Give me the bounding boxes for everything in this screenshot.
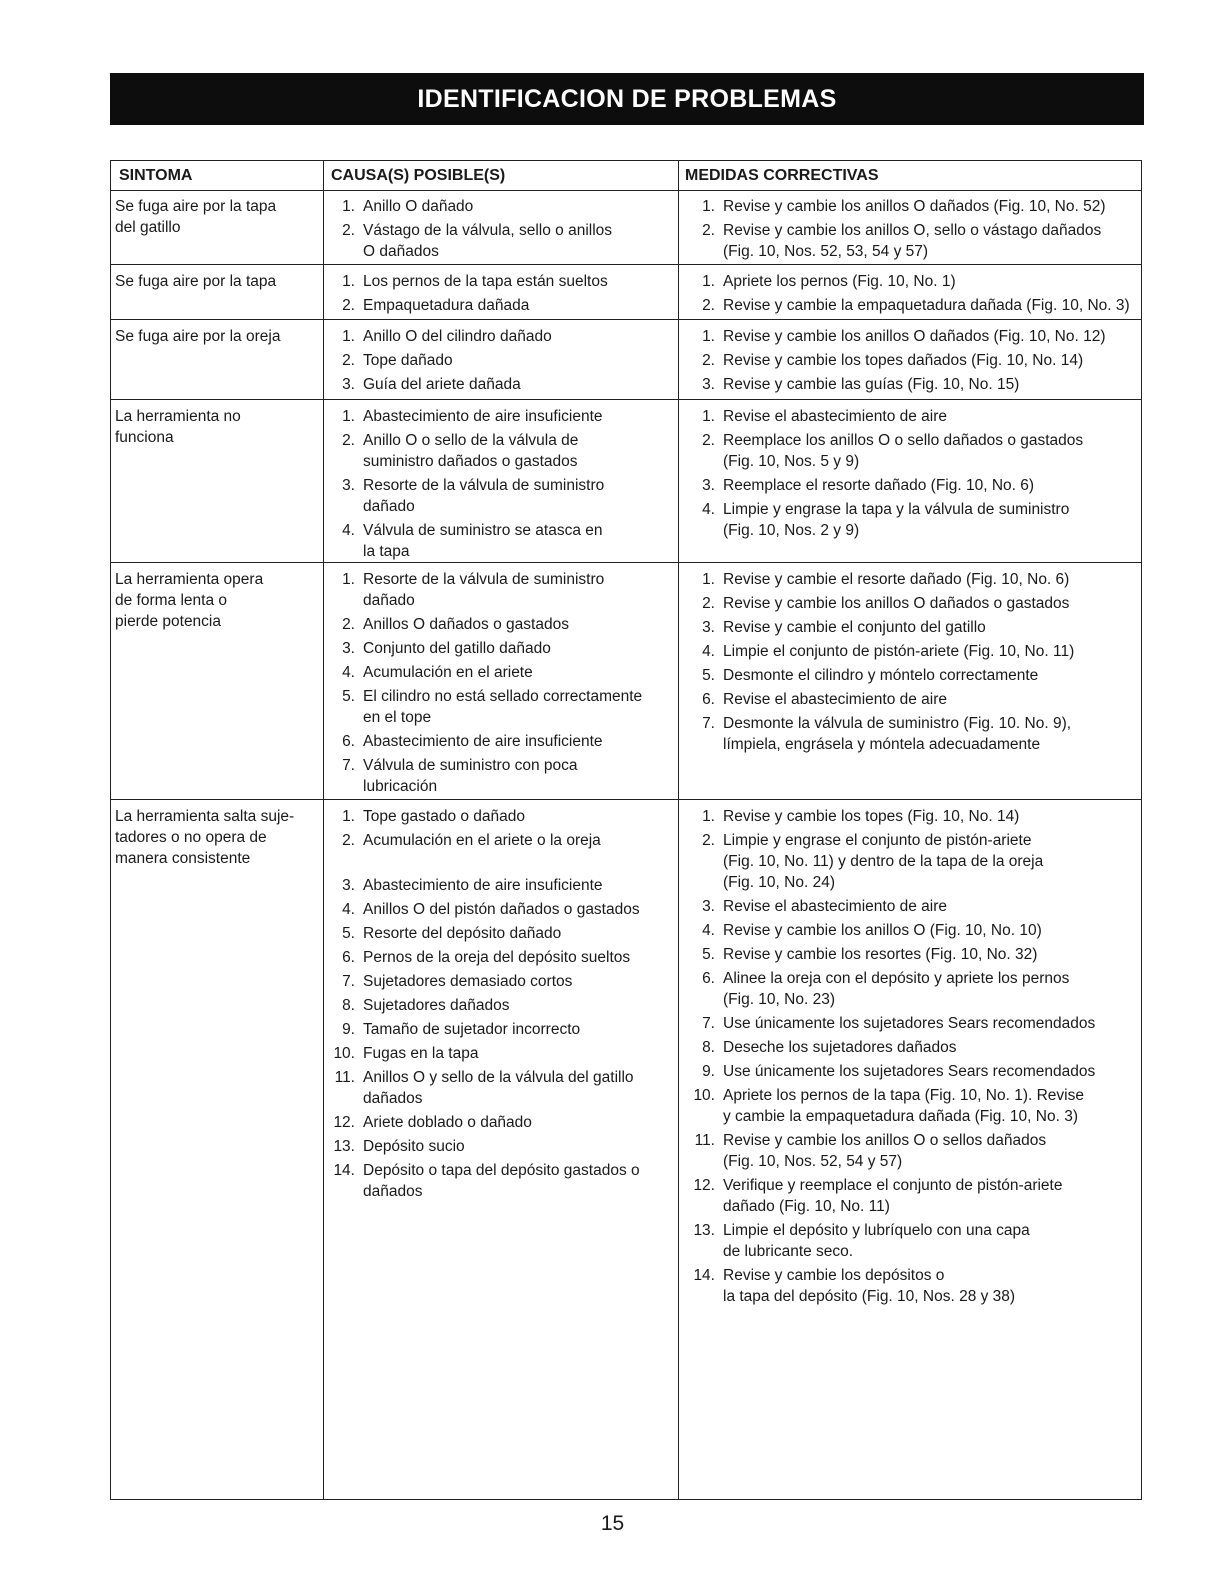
- item-text: Revise y cambie el conjunto del gatillo: [723, 619, 986, 636]
- symptom-text: La herramienta salta suje- tadores o no opera de manera consistente: [115, 808, 295, 867]
- item-text: Abastecimiento de aire insuficiente: [363, 733, 603, 750]
- item-text: Limpie y engrase el conjunto de pistón-ariete (Fig. 10, No. 11) y dentro de la tapa de la oreja (Fig. 10, No. 24): [723, 832, 1044, 891]
- cause-item: [325, 1067, 675, 1109]
- cause-item: [325, 1019, 675, 1040]
- item-number: 2.: [702, 432, 715, 449]
- item-number: 10.: [693, 1087, 715, 1104]
- item-number: 6.: [702, 691, 715, 708]
- cause-list: [325, 326, 675, 398]
- item-text: El cilindro no está sellado correctamente en el tope: [363, 688, 643, 726]
- page-title: IDENTIFICACION DE PROBLEMAS: [417, 84, 837, 113]
- cause-item: [325, 830, 675, 872]
- fix-item: [685, 593, 1145, 614]
- cause-list: [325, 406, 675, 565]
- fix-item: [685, 220, 1145, 262]
- cause-item: [325, 430, 675, 472]
- fix-item: [685, 430, 1145, 472]
- item-text: Fugas en la tapa: [363, 1045, 479, 1062]
- cause-list: [325, 806, 675, 1205]
- item-number: 2.: [342, 432, 355, 449]
- item-text: Anillos O y sello de la válvula del gatillo dañados: [363, 1069, 634, 1107]
- cause-item: [325, 806, 675, 827]
- header-sintoma: SINTOMA: [119, 167, 193, 184]
- item-text: Anillos O dañados o gastados: [363, 616, 569, 633]
- item-text: Depósito sucio: [363, 1138, 465, 1155]
- item-text: Revise y cambie los resortes (Fig. 10, No. 32): [723, 946, 1038, 963]
- item-number: 6.: [342, 949, 355, 966]
- fix-item: [685, 499, 1145, 541]
- fix-item: [685, 896, 1145, 917]
- cause-list: [325, 196, 675, 265]
- item-number: 8.: [342, 997, 355, 1014]
- item-number: 1.: [702, 328, 715, 345]
- cause-item: [325, 638, 675, 659]
- cause-item: [325, 971, 675, 992]
- item-number: 4.: [342, 522, 355, 539]
- fix-item: [685, 295, 1145, 316]
- item-text: Revise el abastecimiento de aire: [723, 691, 948, 708]
- fix-item: [685, 374, 1145, 395]
- symptom-text: Se fuga aire por la tapa: [115, 273, 277, 290]
- item-number: 3.: [702, 898, 715, 915]
- item-text: Anillo O dañado: [363, 198, 474, 215]
- item-text: Revise y cambie los anillos O o sellos dañados (Fig. 10, Nos. 52, 54 y 57): [723, 1132, 1047, 1170]
- fix-item: [685, 1130, 1145, 1172]
- item-number: 1.: [342, 273, 355, 290]
- cause-item: [325, 475, 675, 517]
- item-number: 3.: [342, 477, 355, 494]
- cause-list: [325, 569, 675, 800]
- cause-item: [325, 1160, 675, 1202]
- item-text: Tope dañado: [363, 352, 453, 369]
- cause-item: [325, 995, 675, 1016]
- item-number: 3.: [702, 619, 715, 636]
- item-number: 14.: [333, 1162, 355, 1179]
- item-text: Reemplace los anillos O o sello dañados o gastados (Fig. 10, Nos. 5 y 9): [723, 432, 1084, 470]
- item-number: 5.: [342, 925, 355, 942]
- item-number: 2.: [342, 832, 355, 849]
- symptom-text: Se fuga aire por la tapa del gatillo: [115, 198, 277, 236]
- header-medidas: MEDIDAS CORRECTIVAS: [685, 167, 879, 184]
- fix-item: [685, 968, 1145, 1010]
- fix-item: [685, 271, 1145, 292]
- item-text: Limpie el depósito y lubríquelo con una capa de lubricante seco.: [723, 1222, 1030, 1260]
- item-text: Sujetadores demasiado cortos: [363, 973, 573, 990]
- table-row: [111, 320, 1141, 400]
- fix-item: [685, 406, 1145, 427]
- fix-list: [685, 271, 1145, 319]
- item-text: Revise y cambie la empaquetadura dañada (Fig. 10, No. 3): [723, 297, 1130, 314]
- fix-item: [685, 920, 1145, 941]
- item-text: Use únicamente los sujetadores Sears recomendados: [723, 1063, 1096, 1080]
- item-text: Revise y cambie los anillos O dañados o gastados: [723, 595, 1070, 612]
- cause-item: [325, 923, 675, 944]
- item-text: Sujetadores dañados: [363, 997, 510, 1014]
- item-text: Revise y cambie los topes dañados (Fig. 10, No. 14): [723, 352, 1084, 369]
- item-number: 12.: [333, 1114, 355, 1131]
- item-text: Conjunto del gatillo dañado: [363, 640, 551, 657]
- fix-item: [685, 1013, 1145, 1034]
- item-text: Abastecimiento de aire insuficiente: [363, 877, 603, 894]
- fix-item: [685, 475, 1145, 496]
- cause-list: [325, 271, 675, 319]
- cause-item: [325, 520, 675, 562]
- item-number: 1.: [702, 408, 715, 425]
- item-text: Válvula de suministro se atasca en la tapa: [363, 522, 603, 560]
- item-number: 4.: [342, 664, 355, 681]
- item-text: Guía del ariete dañada: [363, 376, 521, 393]
- fix-item: [685, 665, 1145, 686]
- fix-list: [685, 196, 1145, 265]
- item-text: Revise y cambie los anillos O dañados (Fig. 10, No. 12): [723, 328, 1106, 345]
- fix-list: [685, 406, 1145, 544]
- item-text: Depósito o tapa del depósito gastados o dañados: [363, 1162, 640, 1200]
- table-row: [111, 800, 1141, 1500]
- fix-item: [685, 1175, 1145, 1217]
- item-number: 13.: [333, 1138, 355, 1155]
- fix-item: [685, 1220, 1145, 1262]
- symptom-text: La herramienta opera de forma lenta o pierde potencia: [115, 571, 264, 630]
- item-number: 2.: [342, 352, 355, 369]
- fix-list: [685, 326, 1145, 398]
- cause-item: [325, 662, 675, 683]
- item-number: 1.: [702, 273, 715, 290]
- item-number: 3.: [342, 640, 355, 657]
- item-number: 2.: [342, 616, 355, 633]
- item-text: Use únicamente los sujetadores Sears recomendados: [723, 1015, 1096, 1032]
- item-number: 6.: [702, 970, 715, 987]
- cause-item: [325, 326, 675, 347]
- item-number: 4.: [702, 501, 715, 518]
- item-text: Tope gastado o dañado: [363, 808, 526, 825]
- item-number: 2.: [702, 297, 715, 314]
- item-number: 2.: [342, 222, 355, 239]
- item-number: 5.: [702, 946, 715, 963]
- table-row: [111, 265, 1141, 320]
- item-text: Apriete los pernos de la tapa (Fig. 10, No. 1). Revise y cambie la empaquetadura dañada (Fig. 10, No. 3): [723, 1087, 1084, 1125]
- item-number: 1.: [702, 198, 715, 215]
- item-text: Ariete doblado o dañado: [363, 1114, 532, 1131]
- item-number: 9.: [702, 1063, 715, 1080]
- item-number: 1.: [342, 198, 355, 215]
- item-number: 11.: [334, 1069, 355, 1086]
- item-number: 2.: [702, 832, 715, 849]
- item-number: 8.: [702, 1039, 715, 1056]
- cause-item: [325, 686, 675, 728]
- item-number: 1.: [342, 808, 355, 825]
- fix-item: [685, 944, 1145, 965]
- item-text: Resorte de la válvula de suministro dañado: [363, 571, 605, 609]
- fix-item: [685, 1037, 1145, 1058]
- item-number: 5.: [342, 688, 355, 705]
- item-number: 7.: [342, 757, 355, 774]
- table-row: [111, 563, 1141, 800]
- item-text: Revise y cambie el resorte dañado (Fig. 10, No. 6): [723, 571, 1070, 588]
- item-number: 13.: [693, 1222, 715, 1239]
- item-number: 7.: [702, 1015, 715, 1032]
- cause-item: [325, 220, 675, 262]
- item-number: 7.: [702, 715, 715, 732]
- item-text: Revise el abastecimiento de aire: [723, 898, 948, 915]
- item-text: Anillo O o sello de la válvula de suministro dañados o gastados: [363, 432, 579, 470]
- item-number: 4.: [702, 643, 715, 660]
- troubleshooting-table: [110, 160, 1142, 1500]
- item-number: 2.: [702, 595, 715, 612]
- symptom-text: Se fuga aire por la oreja: [115, 328, 281, 345]
- fix-item: [685, 326, 1145, 347]
- symptom-text: La herramienta no funciona: [115, 408, 241, 446]
- item-text: Revise el abastecimiento de aire: [723, 408, 948, 425]
- table-header: [111, 161, 1141, 191]
- item-number: 2.: [702, 352, 715, 369]
- item-text: Deseche los sujetadores dañados: [723, 1039, 957, 1056]
- table-row: [111, 400, 1141, 563]
- header-causas: CAUSA(S) POSIBLE(S): [331, 167, 506, 184]
- cause-item: [325, 271, 675, 292]
- item-text: Vástago de la válvula, sello o anillos O dañados: [363, 222, 613, 260]
- item-number: 1.: [702, 808, 715, 825]
- item-text: Desmonte el cilindro y móntelo correctamente: [723, 667, 1039, 684]
- cause-item: [325, 899, 675, 920]
- item-number: 1.: [702, 571, 715, 588]
- cause-item: [325, 755, 675, 797]
- item-number: 10.: [333, 1045, 355, 1062]
- fix-item: [685, 1085, 1145, 1127]
- item-text: Desmonte la válvula de suministro (Fig. 10. No. 9), límpiela, engrásela y móntela adecuadamente: [723, 715, 1072, 753]
- cause-item: [325, 350, 675, 371]
- item-number: 3.: [342, 376, 355, 393]
- fix-item: [685, 569, 1145, 590]
- item-text: Abastecimiento de aire insuficiente: [363, 408, 603, 425]
- item-number: 2.: [342, 297, 355, 314]
- cause-item: [325, 731, 675, 752]
- item-number: 14.: [693, 1267, 715, 1284]
- fix-list: [685, 569, 1145, 758]
- item-number: 7.: [342, 973, 355, 990]
- item-text: Pernos de la oreja del depósito sueltos: [363, 949, 631, 966]
- item-text: Apriete los pernos (Fig. 10, No. 1): [723, 273, 956, 290]
- fix-item: [685, 617, 1145, 638]
- item-text: Resorte del depósito dañado: [363, 925, 562, 942]
- item-number: 1.: [342, 328, 355, 345]
- fix-item: [685, 689, 1145, 710]
- item-number: 2.: [702, 222, 715, 239]
- page-number: 15: [600, 1512, 625, 1535]
- cause-item: [325, 196, 675, 217]
- fix-item: [685, 641, 1145, 662]
- item-text: Revise y cambie los anillos O dañados (Fig. 10, No. 52): [723, 198, 1106, 215]
- page-title-banner: [110, 73, 1144, 125]
- item-number: 3.: [342, 877, 355, 894]
- item-text: Anillos O del pistón dañados o gastados: [363, 901, 640, 918]
- item-text: Los pernos de la tapa están sueltos: [363, 273, 608, 290]
- item-text: Acumulación en el ariete: [363, 664, 533, 681]
- cause-item: [325, 1112, 675, 1133]
- item-number: 4.: [702, 922, 715, 939]
- fix-item: [685, 1265, 1145, 1307]
- cause-item: [325, 614, 675, 635]
- fix-item: [685, 1061, 1145, 1082]
- item-text: Válvula de suministro con poca lubricación: [363, 757, 578, 795]
- item-text: Anillo O del cilindro dañado: [363, 328, 552, 345]
- cause-item: [325, 875, 675, 896]
- fix-item: [685, 196, 1145, 217]
- item-number: 5.: [702, 667, 715, 684]
- fix-item: [685, 830, 1145, 893]
- item-number: 3.: [702, 376, 715, 393]
- item-number: 4.: [342, 901, 355, 918]
- table-row: [111, 190, 1141, 265]
- item-number: 9.: [342, 1021, 355, 1038]
- item-number: 6.: [342, 733, 355, 750]
- item-text: Empaquetadura dañada: [363, 297, 530, 314]
- cause-item: [325, 1136, 675, 1157]
- cause-item: [325, 406, 675, 427]
- item-text: Acumulación en el ariete o la oreja: [363, 832, 601, 849]
- item-text: Tamaño de sujetador incorrecto: [363, 1021, 581, 1038]
- item-number: 12.: [693, 1177, 715, 1194]
- cause-item: [325, 374, 675, 395]
- item-text: Revise y cambie los topes (Fig. 10, No. 14): [723, 808, 1020, 825]
- fix-item: [685, 806, 1145, 827]
- cause-item: [325, 1043, 675, 1064]
- item-text: Limpie el conjunto de pistón-ariete (Fig. 10, No. 11): [723, 643, 1075, 660]
- item-text: Reemplace el resorte dañado (Fig. 10, No. 6): [723, 477, 1035, 494]
- item-text: Resorte de la válvula de suministro dañado: [363, 477, 605, 515]
- item-number: 11.: [694, 1132, 715, 1149]
- item-text: Revise y cambie los anillos O, sello o vástago dañados (Fig. 10, Nos. 52, 53, 54 y 57): [723, 222, 1102, 260]
- fix-list: [685, 806, 1145, 1310]
- item-text: Limpie y engrase la tapa y la válvula de suministro (Fig. 10, Nos. 2 y 9): [723, 501, 1070, 539]
- item-number: 1.: [342, 571, 355, 588]
- item-number: 1.: [342, 408, 355, 425]
- fix-item: [685, 350, 1145, 371]
- item-text: Revise y cambie los depósitos o la tapa del depósito (Fig. 10, Nos. 28 y 38): [723, 1267, 1016, 1305]
- item-text: Revise y cambie las guías (Fig. 10, No. 15): [723, 376, 1020, 393]
- item-number: 3.: [702, 477, 715, 494]
- item-text: Verifique y reemplace el conjunto de pistón-ariete dañado (Fig. 10, No. 11): [723, 1177, 1063, 1215]
- item-text: Alinee la oreja con el depósito y apriete los pernos (Fig. 10, No. 23): [723, 970, 1070, 1008]
- item-text: Revise y cambie los anillos O (Fig. 10, No. 10): [723, 922, 1042, 939]
- cause-item: [325, 295, 675, 316]
- cause-item: [325, 947, 675, 968]
- fix-item: [685, 713, 1145, 755]
- cause-item: [325, 569, 675, 611]
